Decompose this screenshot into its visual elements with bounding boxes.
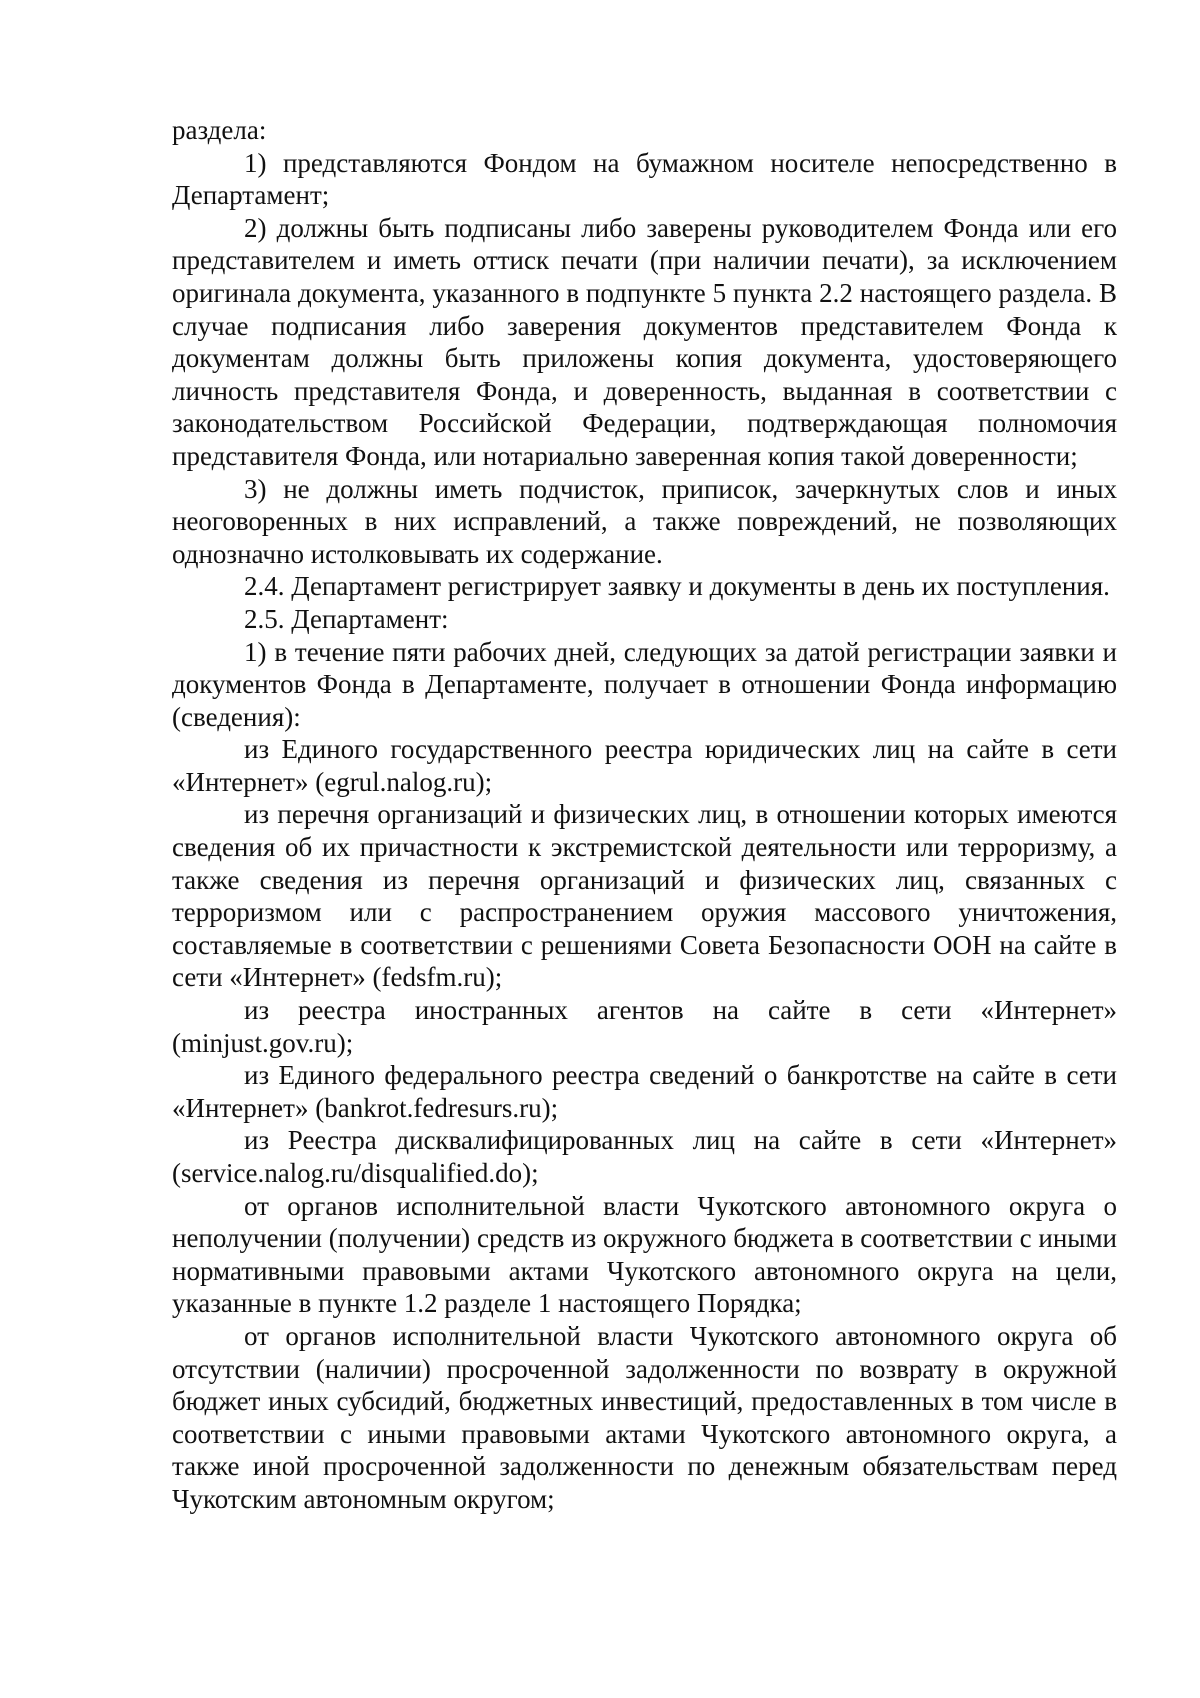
paragraph-2-5-heading: 2.5. Департамент: [244, 603, 449, 634]
paragraph-2-4-registration: 2.4. Департамент регистрирует заявку и документы в день их поступления. [244, 571, 1110, 602]
paragraph-egrul: из Единого государственного реестра юридических лиц на сайте в сети «Интернет» (egrul.nalog.ru); [172, 734, 1117, 797]
paragraph-fedresurs: из Единого федерального реестра сведений о банкротстве на сайте в сети «Интернет» (bankrot.fedresurs.ru); [172, 1060, 1117, 1123]
paragraph-disqualified: из Реестра дисквалифицированных лиц на сайте в сети «Интернет» (service.nalog.ru/disqualified.do); [172, 1125, 1117, 1188]
paragraph-budget-funds: от органов исполнительной власти Чукотского автономного округа о неполучении (получении) средств из окружного бюджета в соответствии с иными нормативными правовыми актами Чукотского автономного округа на цели, указанные в пункте 1.2 разделе 1 настоящего Порядка; [172, 1190, 1117, 1319]
paragraph-item-2-signature-requirements: 2) должны быть подписаны либо заверены руководителем Фонда или его представителем и иметь оттиск печати (при наличии печати), за исключением оригинала документа, указанного в подпункте 5 пункта 2.2 настоящего раздела. В случае подписания либо заверения документов представителем Фонда к документам должны быть приложены копия документа, удостоверяющего личность представителя Фонда, и доверенность, выданная в соответствии с законодательством Российской Федерации, подтверждающая полномочия представителя Фонда, или нотариально заверенная копия такой доверенности; [172, 212, 1117, 471]
paragraph-item-1-paper-submission: 1) представляются Фондом на бумажном носителе непосредственно в Департамент; [172, 147, 1117, 211]
paragraph-minjust: из реестра иностранных агентов на сайте в сети «Интернет» (minjust.gov.ru); [172, 995, 1117, 1058]
paragraph-razdela-continuation: раздела: [172, 115, 267, 145]
paragraph-item-3-no-corrections: 3) не должны иметь подчисток, приписок, зачеркнутых слов и иных неоговоренных в них исправлений, а также повреждений, не позволяющих однозначно истолковывать их содержание. [172, 473, 1117, 569]
paragraph-2-5-item-1: 1) в течение пяти рабочих дней, следующих за датой регистрации заявки и документов Фонда в Департаменте, получает в отношении Фонда информацию (сведения): [172, 636, 1117, 732]
paragraph-overdue-debt: от органов исполнительной власти Чукотского автономного округа об отсутствии (наличии) просроченной задолженности по возврату в окружной бюджет иных субсидий, бюджетных инвестиций, предоставленных в том числе в соответствии с иными правовыми актами Чукотского автономного округа, а также иной просроченной задолженности по денежным обязательствам перед Чукотским автономным округом; [172, 1320, 1117, 1514]
document-page [172, 114, 1117, 1516]
paragraph-fedsfm: из перечня организаций и физических лиц, в отношении которых имеются сведения об их причастности к экстремистской деятельности или терроризму, а также сведения из перечня организаций и физических лиц, связанных с терроризмом или с распространением оружия массового уничтожения, составляемые в соответствии с решениями Совета Безопасности ООН на сайте в сети «Интернет» (fedsfm.ru); [172, 799, 1117, 993]
